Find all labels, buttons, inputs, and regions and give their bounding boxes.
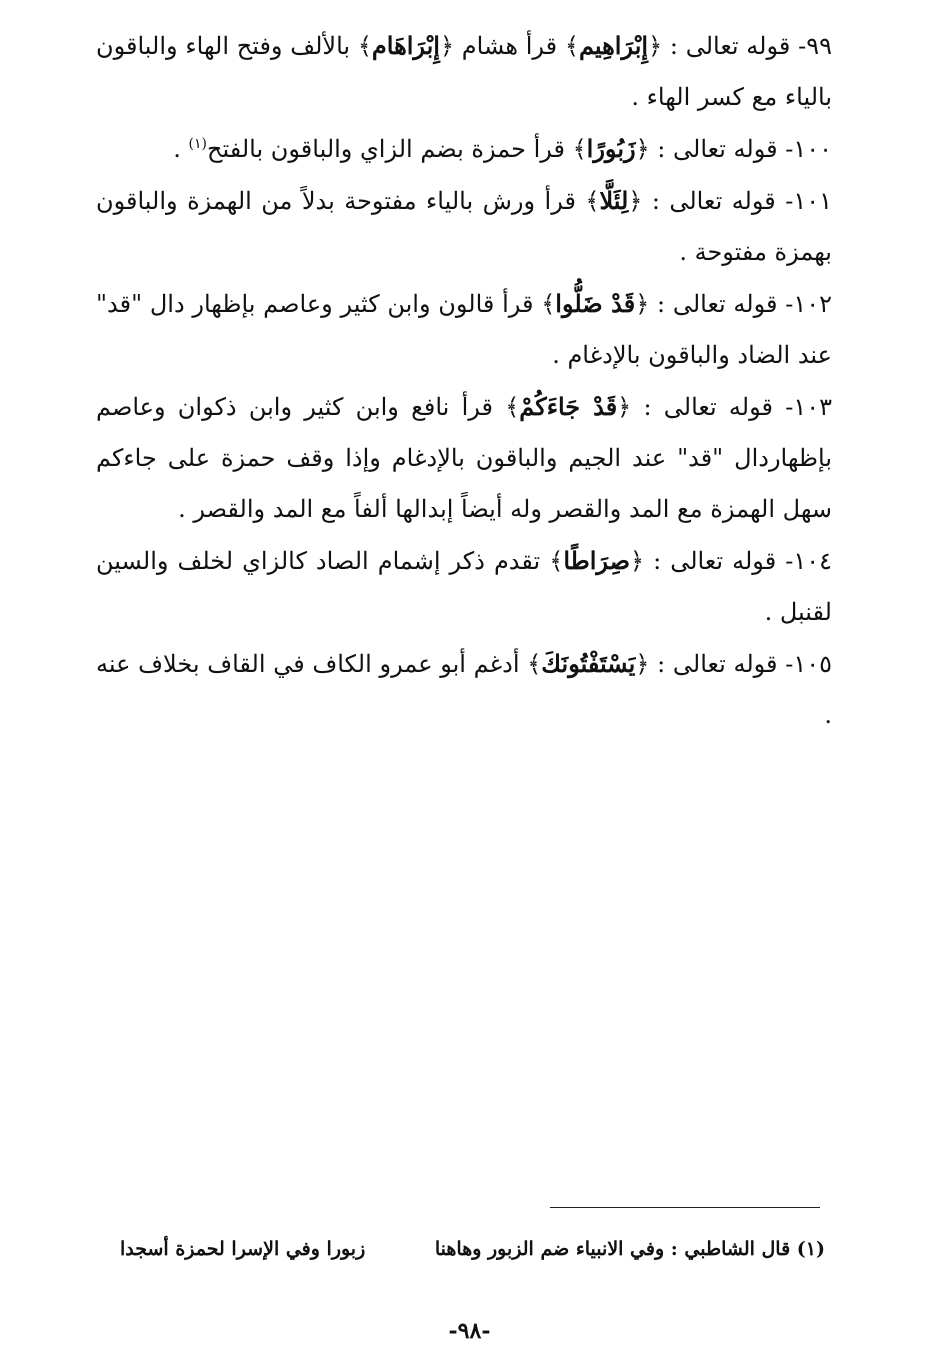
entry-intro: قوله تعالى :	[657, 650, 778, 678]
entry-105	[96, 638, 832, 741]
bracket-open: ﴿	[617, 393, 632, 421]
bracket-open: ﴿	[630, 547, 645, 575]
entry-intro: قوله تعالى :	[657, 135, 778, 163]
quranic-word	[585, 186, 642, 215]
entry-text: قرأ قالون وابن كثير وعاصم بإظهار دال "قد" عند الضاد والباقون بالإدغام .	[96, 290, 832, 369]
entry-intro: قوله تعالى :	[657, 290, 778, 318]
quranic-word	[505, 392, 631, 421]
word-text: زَبُورًا	[586, 134, 636, 163]
entry-intro: قوله تعالى :	[669, 32, 791, 60]
word-text: صِرَاطًا	[563, 546, 631, 575]
quranic-word	[573, 134, 650, 163]
word-text: لِئَلَّا	[599, 186, 629, 215]
word-text: يَسْتَفْتُونَكَ	[541, 649, 636, 678]
bracket-close: ﴾	[564, 32, 579, 60]
bracket-close: ﴾	[549, 547, 564, 575]
entry-intro: قوله تعالى :	[653, 547, 777, 575]
bracket-close: ﴾	[357, 32, 372, 60]
entry-number: ١٠٢-	[785, 290, 832, 318]
entry-end: .	[173, 135, 181, 163]
bracket-open: ﴿	[635, 650, 650, 678]
entries-body	[96, 20, 832, 741]
entry-intro: قوله تعالى :	[651, 187, 776, 215]
quranic-word	[549, 546, 644, 575]
footnote-verse-second-half: زبورا وفي الإسرا لحمزة أسجدا	[120, 1238, 366, 1260]
entry-text: قرأ نافع وابن كثير وابن ذكوان وعاصم بإظهاردال "قد" عند الجيم والباقون بالإدغام وإذا وقف حمزة على جاءكم سهل الهمزة مع المد والقصر وله أيضاً إبدالها ألفاً مع المد والقصر .	[96, 393, 832, 523]
entry-text: قرأ ورش بالياء مفتوحة بدلاً من الهمزة والباقون بهمزة مفتوحة .	[96, 187, 832, 266]
page-number: -٩٨-	[448, 1318, 491, 1344]
quranic-word	[527, 649, 649, 678]
bracket-close: ﴾	[541, 290, 556, 318]
bracket-close: ﴾	[572, 135, 587, 163]
bracket-close: ﴾	[585, 187, 600, 215]
entry-text: قرأ حمزة بضم الزاي والباقون بالفتح	[206, 135, 565, 163]
footnote-reference[interactable]: (١)	[188, 136, 207, 152]
entry-text: أدغم أبو عمرو الكاف في القاف بخلاف عنه .	[96, 650, 832, 729]
bracket-open: ﴿	[635, 290, 650, 318]
entry-number: ١٠١-	[785, 187, 832, 215]
entry-103	[96, 381, 832, 535]
entry-100	[96, 123, 832, 175]
entry-101	[96, 175, 832, 278]
entry-number: ١٠٥-	[785, 650, 832, 678]
quranic-word	[541, 289, 649, 318]
bracket-open: ﴿	[648, 32, 663, 60]
word-text: إِبْرَاهَام	[371, 31, 440, 60]
word-text: إِبْرَاهِيم	[578, 31, 649, 60]
quranic-word-2	[358, 31, 454, 60]
entry-102	[96, 278, 832, 381]
entry-text: تقدم ذكر إشمام الصاد كالزاي لخلف والسين لقنبل .	[96, 547, 832, 626]
entry-text: قرأ هشام	[461, 32, 558, 60]
bracket-open: ﴿	[439, 32, 455, 60]
entry-number: ٩٩-	[798, 32, 832, 60]
entry-intro: قوله تعالى :	[643, 393, 773, 421]
bracket-close: ﴾	[527, 650, 542, 678]
bracket-open: ﴿	[635, 135, 650, 163]
footnote	[120, 1234, 825, 1264]
entry-number: ١٠٠-	[785, 135, 832, 163]
word-text: قَدْ جَاءَكُمْ	[519, 392, 618, 421]
bracket-open: ﴿	[628, 187, 643, 215]
entry-text-2: بالألف وفتح الهاء والباقون بالياء مع كسر الهاء .	[96, 32, 832, 111]
entry-104	[96, 535, 832, 638]
bracket-close: ﴾	[505, 393, 520, 421]
footnote-verse-first-half: (١) قال الشاطبي : وفي الانبياء ضم الزبور وهاهنا	[434, 1238, 825, 1260]
entry-99	[96, 20, 832, 123]
word-text: قَدْ ضَلُّوا	[555, 289, 636, 318]
entry-number: ١٠٣-	[785, 393, 833, 421]
entry-number: ١٠٤-	[785, 547, 832, 575]
footnote-divider	[550, 1207, 820, 1208]
quranic-word	[565, 31, 662, 60]
